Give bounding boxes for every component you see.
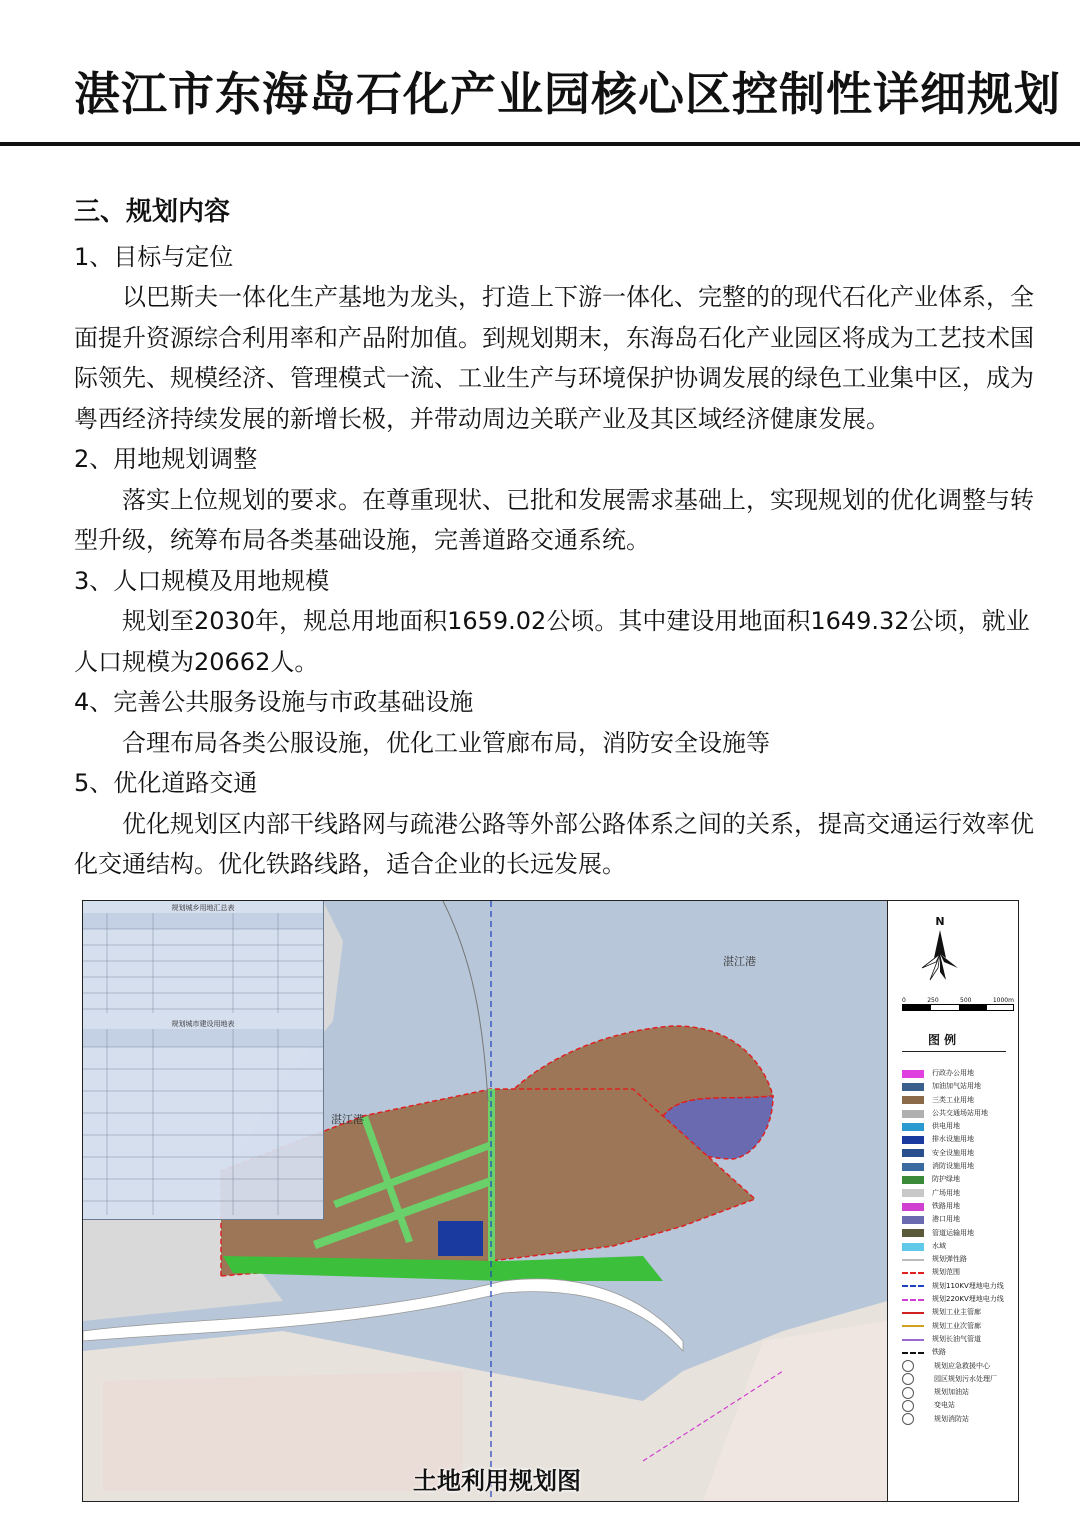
legend-list [902, 1067, 1004, 1426]
legend-item [902, 1346, 1004, 1359]
legend-swatch [902, 1136, 924, 1144]
legend-label: 规划长油气管道 [932, 1334, 981, 1343]
legend-item [902, 1253, 1004, 1266]
legend-title: 图 例 [928, 1033, 957, 1047]
map-caption: 土地利用规划图 [413, 1467, 581, 1495]
legend-swatch [902, 1285, 924, 1287]
legend-label: 港口用地 [932, 1215, 960, 1224]
sea-label: 湛江港 [723, 955, 756, 968]
legend-item [902, 1200, 1004, 1213]
legend-divider [902, 1051, 1006, 1052]
legend-label: 规划工业次管廊 [932, 1321, 981, 1330]
scale-label: 250 [927, 997, 939, 1004]
legend-swatch [902, 1373, 914, 1385]
legend-swatch [902, 1360, 914, 1372]
legend-item [902, 1107, 1004, 1120]
legend-label: 铁路 [932, 1348, 946, 1357]
legend-label: 规划应急救援中心 [934, 1361, 990, 1370]
legend-item [902, 1360, 1004, 1373]
legend-label: 消防设施用地 [932, 1162, 974, 1171]
legend-item [902, 1094, 1004, 1107]
scale-label: 0 [902, 997, 906, 1004]
item-heading: 3、人口规模及用地规模 [74, 566, 330, 595]
legend-item [902, 1373, 1004, 1386]
item-heading: 5、优化道路交通 [74, 769, 258, 797]
legend-swatch [902, 1203, 924, 1211]
legend-swatch [902, 1339, 924, 1341]
legend-label: 公共交通场站用地 [932, 1108, 988, 1117]
land-use-map-figure [82, 900, 1019, 1502]
legend-label: 规划加油站 [934, 1388, 969, 1397]
legend-label: 规划消防站 [934, 1414, 969, 1423]
legend-item [902, 1213, 1004, 1226]
legend-label: 规划工业主管廊 [932, 1308, 981, 1317]
legend-swatch [902, 1216, 924, 1224]
legend-item [902, 1333, 1004, 1346]
legend-label: 防护绿地 [932, 1175, 960, 1184]
legend-swatch [902, 1189, 924, 1197]
legend-label: 水域 [932, 1241, 946, 1250]
legend-item [902, 1160, 1004, 1173]
legend-item [902, 1320, 1004, 1333]
legend-swatch [902, 1110, 924, 1118]
legend-swatch [902, 1400, 914, 1412]
legend-label: 管道运输用地 [932, 1228, 974, 1237]
legend-swatch [902, 1413, 914, 1425]
table-caption: 规划城市建设用地表 [171, 1020, 235, 1028]
table-grid-1 [83, 913, 323, 1013]
legend-item [902, 1147, 1004, 1160]
legend-item [902, 1413, 1004, 1426]
legend-item [902, 1240, 1004, 1253]
map-legend [887, 901, 1019, 1501]
legend-item [902, 1133, 1004, 1146]
legend-swatch [902, 1163, 924, 1171]
legend-item [902, 1173, 1004, 1186]
legend-label: 变电站 [934, 1401, 955, 1410]
legend-item [902, 1293, 1004, 1306]
legend-label: 园区规划污水处理厂 [934, 1374, 997, 1383]
legend-swatch [902, 1149, 924, 1157]
sea-label: 湛江港 [331, 1113, 364, 1126]
legend-label: 排水设施用地 [932, 1135, 974, 1144]
table-grid-2 [83, 1029, 323, 1215]
title-divider [0, 142, 1080, 146]
legend-label: 三类工业用地 [932, 1095, 974, 1104]
legend-label: 加油加气站用地 [932, 1082, 981, 1091]
legend-swatch [902, 1096, 924, 1104]
legend-label: 规划220KV埋地电力线 [932, 1295, 1004, 1304]
legend-item [902, 1120, 1004, 1133]
legend-swatch [902, 1312, 924, 1314]
legend-item [902, 1399, 1004, 1412]
scale-label: 1000m [992, 997, 1014, 1004]
drainage-facility [438, 1221, 483, 1256]
table-grid-lines [83, 1029, 323, 1215]
legend-label: 规划范围 [932, 1268, 960, 1277]
item-heading: 1、目标与定位 [74, 242, 234, 271]
legend-item [902, 1067, 1004, 1080]
page-title: 湛江市东海岛石化产业园核心区控制性详细规划 [74, 67, 1061, 121]
legend-item [902, 1386, 1004, 1399]
legend-swatch [902, 1070, 924, 1078]
north-label: N [935, 915, 945, 928]
legend-swatch [902, 1325, 924, 1327]
land-use-summary-tables [83, 901, 324, 1220]
legend-item [902, 1187, 1004, 1200]
legend-item [902, 1266, 1004, 1279]
scale-bar [902, 997, 1014, 1011]
legend-swatch [902, 1259, 924, 1261]
legend-swatch [902, 1229, 924, 1237]
document-body [74, 192, 1034, 885]
item-heading: 4、完善公共服务设施与市政基础设施 [74, 688, 474, 716]
legend-item [902, 1280, 1004, 1293]
city-blocks [103, 1371, 463, 1491]
legend-swatch [902, 1123, 924, 1131]
item-paragraph: 以巴斯夫一体化生产基地为龙头，打造上下游一体化、完整的的现代石化产业体系，全面提升资源综合利用率和产品附加值。到规划期末，东海岛石化产业园区将成为工艺技术国际领先、规模经济、管理模式一流、工业生产与环境保护协调发展的绿色工业集中区，成为粤西经济持续发展的新增长极，并带动周边关联产业及其区域经济健康发展。 [74, 283, 1034, 433]
table-header-row [83, 913, 323, 929]
section-heading: 三、规划内容 [74, 197, 231, 227]
legend-label: 规划弹性路 [932, 1255, 967, 1264]
item-heading: 2、用地规划调整 [74, 445, 258, 473]
legend-label: 广场用地 [932, 1188, 960, 1197]
legend-swatch [902, 1176, 924, 1184]
legend-swatch [902, 1272, 924, 1274]
legend-item [902, 1306, 1004, 1319]
table-header-row [83, 1029, 323, 1047]
legend-swatch [902, 1352, 924, 1354]
item-paragraph: 落实上位规划的要求。在尊重现状、已批和发展需求基础上，实现规划的优化调整与转型升级，统筹布局各类基础设施，完善道路交通系统。 [74, 485, 1034, 554]
legend-swatch [902, 1387, 914, 1399]
scale-label: 500 [960, 997, 972, 1004]
item-paragraph: 合理布局各类公服设施，优化工业管廊布局，消防安全设施等 [122, 728, 770, 757]
north-arrow [920, 915, 960, 992]
legend-item [902, 1227, 1004, 1240]
legend-label: 规划110KV埋地电力线 [932, 1281, 1004, 1290]
legend-swatch [902, 1083, 924, 1091]
legend-swatch [902, 1243, 924, 1251]
item-paragraph: 优化规划区内部干线路网与疏港公路等外部公路体系之间的关系，提高交通运行效率优化交通结构。优化铁路线路，适合企业的长远发展。 [74, 809, 1034, 878]
legend-label: 行政办公用地 [932, 1069, 974, 1077]
table-caption: 规划城乡用地汇总表 [171, 904, 235, 912]
item-paragraph: 规划至2030年，规总用地面积1659.02公顷。其中建设用地面积1649.32公顷，就业人口规模为20662人。 [74, 607, 1030, 676]
legend-label: 安全设施用地 [932, 1148, 974, 1157]
north-arrow-icon [920, 928, 960, 988]
legend-item [902, 1080, 1004, 1093]
legend-label: 铁路用地 [932, 1201, 960, 1210]
scale-bar-graphic [902, 1004, 1014, 1011]
legend-label: 供电用地 [932, 1122, 960, 1131]
legend-swatch [902, 1299, 924, 1301]
